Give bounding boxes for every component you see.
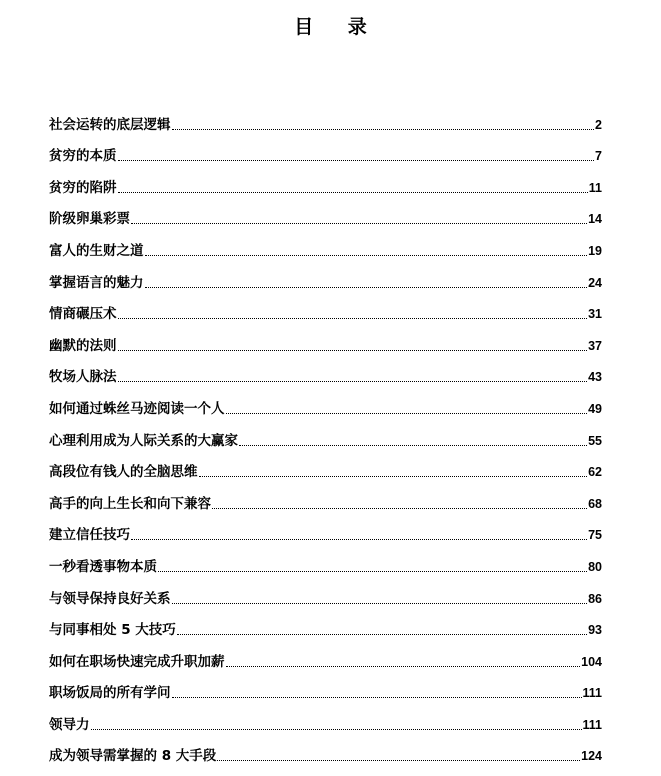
toc-entry-text: 社会运转的底层逻辑 <box>49 116 171 133</box>
toc-entry-text: 领导力 <box>49 716 90 733</box>
toc-entry[interactable] <box>49 702 602 734</box>
toc-entry-page: 14 <box>588 212 602 227</box>
toc-entry-text: 牧场人脉法 <box>49 369 117 386</box>
toc-entry-text: 如何在职场快速完成升职加薪 <box>49 653 225 670</box>
toc-entry-page: 37 <box>588 338 602 353</box>
toc-entry[interactable] <box>49 228 602 260</box>
toc-entry-page: 68 <box>588 496 602 511</box>
toc-entry-text: 贫穷的陷阱 <box>49 179 117 196</box>
toc-entry-page: 19 <box>588 243 602 258</box>
dot-leader <box>145 287 588 288</box>
toc-entry-text: 贫穷的本质 <box>49 148 117 165</box>
toc-title: 目 录 <box>294 16 381 38</box>
toc-entry[interactable] <box>49 671 602 703</box>
toc-entry[interactable] <box>49 102 602 134</box>
toc-entry-text: 掌握语言的魅力 <box>49 274 144 291</box>
toc-list <box>49 102 602 765</box>
toc-entry-text: 建立信任技巧 <box>49 527 130 544</box>
toc-entry[interactable] <box>49 418 602 450</box>
dot-leader <box>172 697 582 698</box>
toc-entry-page: 24 <box>588 275 602 290</box>
toc-entry-text: 职场饭局的所有学问 <box>49 685 171 702</box>
toc-entry-text: 高段位有钱人的全脑思维 <box>49 464 198 481</box>
dot-leader <box>118 160 595 161</box>
toc-entry-text: 一秒看透事物本质 <box>49 558 157 575</box>
toc-entry-page: 2 <box>595 117 602 132</box>
toc-entry-text: 心理利用成为人际关系的大赢家 <box>49 432 238 449</box>
toc-entry-page: 49 <box>588 401 602 416</box>
toc-entry[interactable] <box>49 292 602 324</box>
toc-entry[interactable] <box>49 450 602 482</box>
toc-entry[interactable] <box>49 513 602 545</box>
toc-entry-page: 80 <box>588 559 602 574</box>
toc-entry-text: 与领导保持良好关系 <box>49 590 171 607</box>
toc-entry-page: 124 <box>581 749 602 764</box>
toc-entry[interactable] <box>49 576 602 608</box>
dot-leader <box>199 476 588 477</box>
toc-entry[interactable] <box>49 165 602 197</box>
toc-entry[interactable] <box>49 323 602 355</box>
toc-entry-page: 31 <box>588 307 602 322</box>
dot-leader <box>131 223 587 224</box>
toc-entry-text: 富人的生财之道 <box>49 242 144 259</box>
toc-entry-page: 75 <box>588 528 602 543</box>
toc-entry[interactable] <box>49 608 602 640</box>
dot-leader <box>118 318 588 319</box>
dot-leader <box>212 508 587 509</box>
toc-entry[interactable] <box>49 734 602 766</box>
toc-entry-page: 7 <box>595 149 602 164</box>
toc-entry[interactable] <box>49 481 602 513</box>
dot-leader <box>158 571 587 572</box>
toc-entry-page: 86 <box>588 591 602 606</box>
toc-entry-text: 与同事相处 5 大技巧 <box>49 622 176 639</box>
toc-entry[interactable] <box>49 355 602 387</box>
dot-leader <box>131 539 587 540</box>
toc-entry-text: 成为领导需掌握的 8 大手段 <box>49 748 217 765</box>
toc-entry-page: 43 <box>588 370 602 385</box>
toc-entry-text: 情商碾压术 <box>49 306 117 323</box>
toc-entry[interactable] <box>49 134 602 166</box>
dot-leader <box>226 413 588 414</box>
toc-entry[interactable] <box>49 197 602 229</box>
toc-entry-text: 阶级卵巢彩票 <box>49 211 130 228</box>
dot-leader <box>118 192 588 193</box>
toc-entry-text: 高手的向上生长和向下兼容 <box>49 495 211 512</box>
dot-leader <box>145 255 588 256</box>
toc-entry[interactable] <box>49 260 602 292</box>
dot-leader <box>118 381 588 382</box>
dot-leader <box>239 445 587 446</box>
dot-leader <box>177 634 587 635</box>
toc-entry-page: 62 <box>588 465 602 480</box>
toc-entry-page: 93 <box>588 623 602 638</box>
dot-leader <box>91 729 582 730</box>
dot-leader <box>217 760 580 761</box>
toc-entry-page: 11 <box>588 180 602 195</box>
toc-entry-page: 111 <box>582 717 602 732</box>
toc-entry[interactable] <box>49 386 602 418</box>
dot-leader <box>172 129 595 130</box>
dot-leader <box>118 350 588 351</box>
toc-entry[interactable] <box>49 544 602 576</box>
toc-entry-text: 幽默的法则 <box>49 337 117 354</box>
toc-entry-text: 如何通过蛛丝马迹阅读一个人 <box>49 400 225 417</box>
toc-entry-page: 55 <box>588 433 602 448</box>
toc-entry[interactable] <box>49 639 602 671</box>
toc-entry-page: 111 <box>582 686 602 701</box>
toc-entry-page: 104 <box>581 654 602 669</box>
dot-leader <box>226 666 581 667</box>
dot-leader <box>172 603 588 604</box>
